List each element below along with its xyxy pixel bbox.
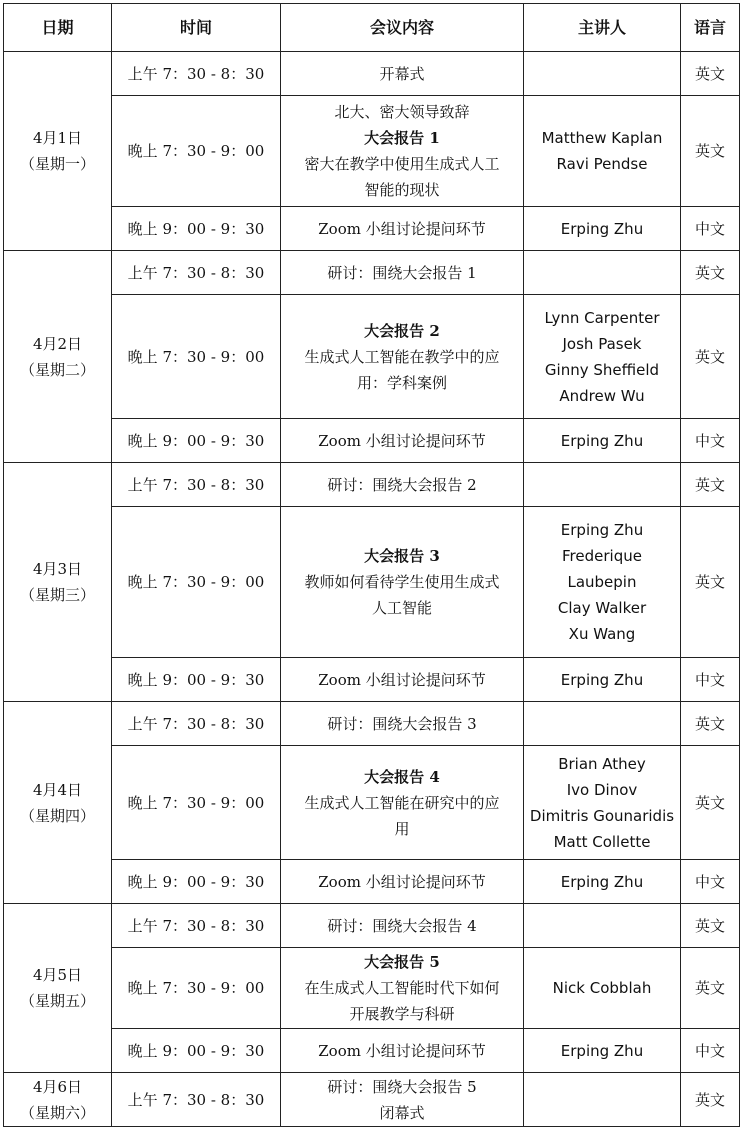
session-content (281, 96, 524, 207)
session-content (281, 251, 524, 295)
content-line: Zoom 小组讨论提问环节 (318, 431, 486, 450)
schedule-row (4, 251, 740, 295)
report-title: 大会报告 1 (364, 129, 440, 147)
session-speakers (524, 295, 681, 419)
speaker-name: Nick Cobblah (552, 979, 652, 997)
content-line: 研讨：围绕大会报告 3 (327, 714, 477, 733)
content-line: 研讨：围绕大会报告 2 (327, 475, 477, 494)
report-title: 大会报告 4 (364, 767, 440, 786)
session-speakers (524, 1073, 681, 1127)
day-date: 4月1日 (32, 129, 83, 147)
schedule-row (4, 658, 740, 702)
speaker-name: Erping Zhu (560, 872, 644, 891)
session-language: 英文 (681, 295, 740, 419)
day-cell (4, 1073, 112, 1127)
session-time: 晚上 7：30 - 9：00 (112, 746, 281, 860)
speaker-name: Clay Walker (557, 599, 647, 617)
day-date: 4月5日 (32, 966, 83, 984)
schedule-row (4, 702, 740, 746)
report-title: 大会报告 3 (364, 547, 440, 565)
session-time: 晚上 9：00 - 9：30 (112, 658, 281, 702)
speaker-name: Erping Zhu (560, 521, 644, 539)
day-cell (4, 463, 112, 702)
content-line: Zoom 小组讨论提问环节 (318, 670, 486, 689)
speaker-name: Brian Athey (558, 754, 646, 773)
session-speakers (524, 746, 681, 860)
session-content (281, 463, 524, 507)
content-line: 开展教学与科研 (349, 1005, 455, 1023)
speaker-name: Josh Pasek (562, 334, 642, 353)
session-speakers (524, 658, 681, 702)
header-row (4, 4, 740, 52)
session-language: 英文 (681, 96, 740, 207)
session-language: 中文 (681, 419, 740, 463)
schedule-row (4, 52, 740, 96)
content-line: 用：学科案例 (356, 373, 447, 392)
speaker-name: Xu Wang (568, 625, 636, 643)
session-language: 英文 (681, 463, 740, 507)
session-language: 中文 (681, 658, 740, 702)
day-cell (4, 52, 112, 251)
session-time: 上午 7：30 - 8：30 (112, 52, 281, 96)
session-content (281, 702, 524, 746)
header-content: 会议内容 (281, 4, 524, 52)
day-weekday: （星期五） (19, 992, 95, 1010)
schedule-row (4, 860, 740, 904)
speaker-name: Frederique (562, 547, 642, 565)
speaker-name: Erping Zhu (560, 431, 644, 450)
speaker-name: Matthew Kaplan (541, 129, 663, 147)
header-date: 日期 (4, 4, 112, 52)
schedule-row (4, 904, 740, 948)
session-content (281, 419, 524, 463)
day-date: 4月4日 (32, 780, 83, 799)
session-time: 上午 7：30 - 8：30 (112, 1073, 281, 1127)
session-content (281, 904, 524, 948)
session-time: 晚上 7：30 - 9：00 (112, 295, 281, 419)
session-time: 晚上 9：00 - 9：30 (112, 860, 281, 904)
session-speakers (524, 948, 681, 1029)
session-content (281, 860, 524, 904)
speaker-name: Laubepin (567, 573, 637, 591)
session-speakers (524, 419, 681, 463)
session-language: 英文 (681, 251, 740, 295)
content-line: 北大、密大领导致辞 (334, 103, 470, 121)
header-time: 时间 (112, 4, 281, 52)
schedule-row (4, 463, 740, 507)
speaker-name: Lynn Carpenter (544, 308, 660, 327)
day-weekday: （星期一） (19, 155, 95, 173)
day-cell (4, 702, 112, 904)
session-time: 上午 7：30 - 8：30 (112, 463, 281, 507)
session-time: 上午 7：30 - 8：30 (112, 702, 281, 746)
session-content (281, 1029, 524, 1073)
speaker-name: Dimitris Gounaridis (529, 806, 675, 825)
session-speakers (524, 96, 681, 207)
schedule-row (4, 746, 740, 860)
content-line: 密大在教学中使用生成式人工 (304, 155, 500, 173)
session-time: 晚上 7：30 - 9：00 (112, 948, 281, 1029)
schedule-row (4, 507, 740, 658)
schedule-body (4, 52, 740, 1127)
session-time: 晚上 9：00 - 9：30 (112, 207, 281, 251)
content-line: Zoom 小组讨论提问环节 (318, 872, 486, 891)
day-cell (4, 904, 112, 1073)
content-line: 生成式人工智能在教学中的应 (304, 347, 500, 366)
schedule-row (4, 1073, 740, 1127)
content-line: 研讨：围绕大会报告 1 (327, 263, 477, 282)
content-line: 闭幕式 (379, 1103, 425, 1122)
session-content (281, 658, 524, 702)
session-speakers (524, 507, 681, 658)
speaker-name: Matt Collette (553, 832, 651, 851)
day-date: 4月6日 (32, 1077, 83, 1096)
session-language: 英文 (681, 52, 740, 96)
content-line: 教师如何看待学生使用生成式 (304, 573, 500, 591)
session-content (281, 507, 524, 658)
session-language: 中文 (681, 1029, 740, 1073)
speaker-name: Erping Zhu (560, 670, 644, 689)
speaker-name: Erping Zhu (560, 219, 644, 238)
speaker-name: Erping Zhu (560, 1041, 644, 1060)
session-language: 英文 (681, 746, 740, 860)
session-speakers (524, 52, 681, 96)
content-line: Zoom 小组讨论提问环节 (318, 219, 486, 238)
session-language: 中文 (681, 860, 740, 904)
schedule-row (4, 948, 740, 1029)
session-speakers (524, 860, 681, 904)
schedule-row (4, 207, 740, 251)
session-language: 英文 (681, 1073, 740, 1127)
session-speakers (524, 702, 681, 746)
session-language: 英文 (681, 904, 740, 948)
session-time: 上午 7：30 - 8：30 (112, 251, 281, 295)
day-weekday: （星期六） (19, 1103, 95, 1122)
schedule-row (4, 419, 740, 463)
schedule-row (4, 96, 740, 207)
schedule-row (4, 1029, 740, 1073)
schedule-row (4, 295, 740, 419)
session-speakers (524, 463, 681, 507)
day-date: 4月2日 (32, 334, 83, 353)
session-content (281, 1073, 524, 1127)
session-language: 英文 (681, 507, 740, 658)
session-content (281, 746, 524, 860)
session-language: 中文 (681, 207, 740, 251)
content-line: 研讨：围绕大会报告 4 (327, 916, 477, 935)
session-speakers (524, 207, 681, 251)
speaker-name: Ravi Pendse (556, 155, 648, 173)
session-time: 上午 7：30 - 8：30 (112, 904, 281, 948)
session-time: 晚上 9：00 - 9：30 (112, 419, 281, 463)
session-speakers (524, 251, 681, 295)
session-content (281, 948, 524, 1029)
content-line: 人工智能 (371, 599, 432, 617)
content-line: 在生成式人工智能时代下如何 (304, 979, 500, 997)
day-cell (4, 251, 112, 463)
header-speaker: 主讲人 (524, 4, 681, 52)
day-weekday: （星期三） (19, 586, 95, 604)
session-speakers (524, 904, 681, 948)
session-language: 英文 (681, 948, 740, 1029)
session-content (281, 295, 524, 419)
session-content (281, 52, 524, 96)
speaker-name: Ivo Dinov (566, 780, 638, 799)
session-time: 晚上 7：30 - 9：00 (112, 507, 281, 658)
content-line: 研讨：围绕大会报告 5 (327, 1077, 477, 1096)
content-line: 开幕式 (379, 64, 425, 83)
content-line: Zoom 小组讨论提问环节 (318, 1041, 486, 1060)
session-time: 晚上 9：00 - 9：30 (112, 1029, 281, 1073)
speaker-name: Ginny Sheffield (544, 360, 660, 379)
speaker-name: Andrew Wu (559, 386, 645, 405)
session-speakers (524, 1029, 681, 1073)
day-weekday: （星期二） (19, 360, 95, 379)
session-time: 晚上 7：30 - 9：00 (112, 96, 281, 207)
day-date: 4月3日 (32, 560, 83, 578)
report-title: 大会报告 2 (364, 321, 440, 340)
header-lang: 语言 (681, 4, 740, 52)
content-line: 生成式人工智能在研究中的应 (304, 793, 500, 812)
report-title: 大会报告 5 (364, 953, 440, 971)
schedule-table (3, 3, 740, 1127)
content-line: 用 (394, 819, 410, 838)
session-content (281, 207, 524, 251)
day-weekday: （星期四） (19, 806, 95, 825)
session-language: 英文 (681, 702, 740, 746)
content-line: 智能的现状 (364, 181, 440, 199)
